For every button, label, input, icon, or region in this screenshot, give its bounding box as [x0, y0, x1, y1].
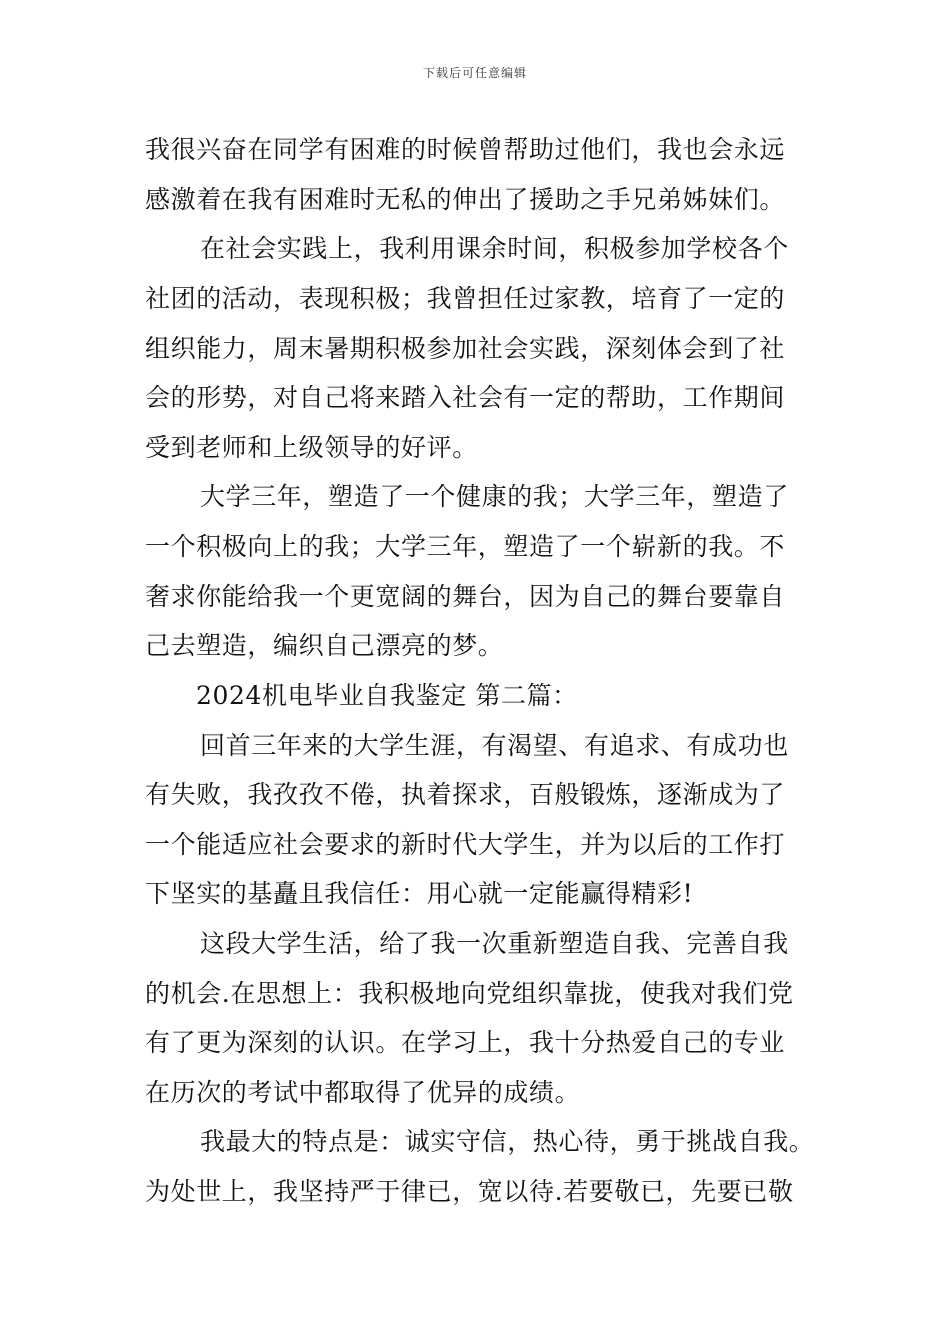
text-line: 一个能适应社会要求的新时代大学生，并为以后的工作打 [145, 830, 786, 859]
text-line: 在历次的考试中都取得了优异的成绩。 [145, 1078, 581, 1107]
text-line: 组织能力，周末暑期积极参加社会实践，深刻体会到了社 [145, 334, 786, 363]
text-line: 有了更为深刻的认识。在学习上，我十分热爱自己的专业 [145, 1028, 786, 1057]
page-header: 下载后可任意编辑 [422, 66, 527, 80]
text-line: 下坚实的基矗且我信任：用心就一定能赢得精彩! [145, 879, 694, 908]
text-line: 大学三年，塑造了一个健康的我；大学三年，塑造了 [200, 482, 789, 511]
text-line: 一个积极向上的我；大学三年，塑造了一个崭新的我。不 [145, 532, 786, 561]
text-line: 回首三年来的大学生涯，有渴望、有追求、有成功也 [200, 731, 789, 760]
text-line: 在社会实践上，我利用课余时间，积极参加学校各个 [200, 234, 789, 263]
section-heading: 2024机电毕业自我鉴定 第二篇： [196, 681, 578, 710]
text-line: 我很兴奋在同学有困难的时候曾帮助过他们，我也会永远 [145, 135, 786, 164]
text-line: 受到老师和上级领导的好评。 [145, 433, 478, 462]
text-line: 会的形势，对自己将来踏入社会有一定的帮助，工作期间 [145, 383, 786, 412]
text-line: 奢求你能给我一个更宽阔的舞台，因为自己的舞台要靠自 [145, 582, 786, 611]
text-line: 为处世上，我坚持严于律已，宽以待.若要敬已，先要已敬 [145, 1177, 794, 1206]
text-line: 这段大学生活，给了我一次重新塑造自我、完善自我 [200, 929, 789, 958]
text-line: 己去塑造，编织自己漂亮的梦。 [145, 631, 504, 660]
text-line: 社团的活动，表现积极；我曾担任过家教，培育了一定的 [145, 284, 786, 313]
text-line: 感激着在我有困难时无私的伸出了援助之手兄弟姊妹们。 [145, 185, 786, 214]
text-line: 我最大的特点是：诚实守信，热心待，勇于挑战自我。 [200, 1127, 815, 1156]
text-line: 的机会.在思想上：我积极地向党组织靠拢，使我对我们党 [145, 979, 794, 1008]
text-line: 有失败，我孜孜不倦，执着探求，百般锻炼，逐渐成为了 [145, 780, 786, 809]
